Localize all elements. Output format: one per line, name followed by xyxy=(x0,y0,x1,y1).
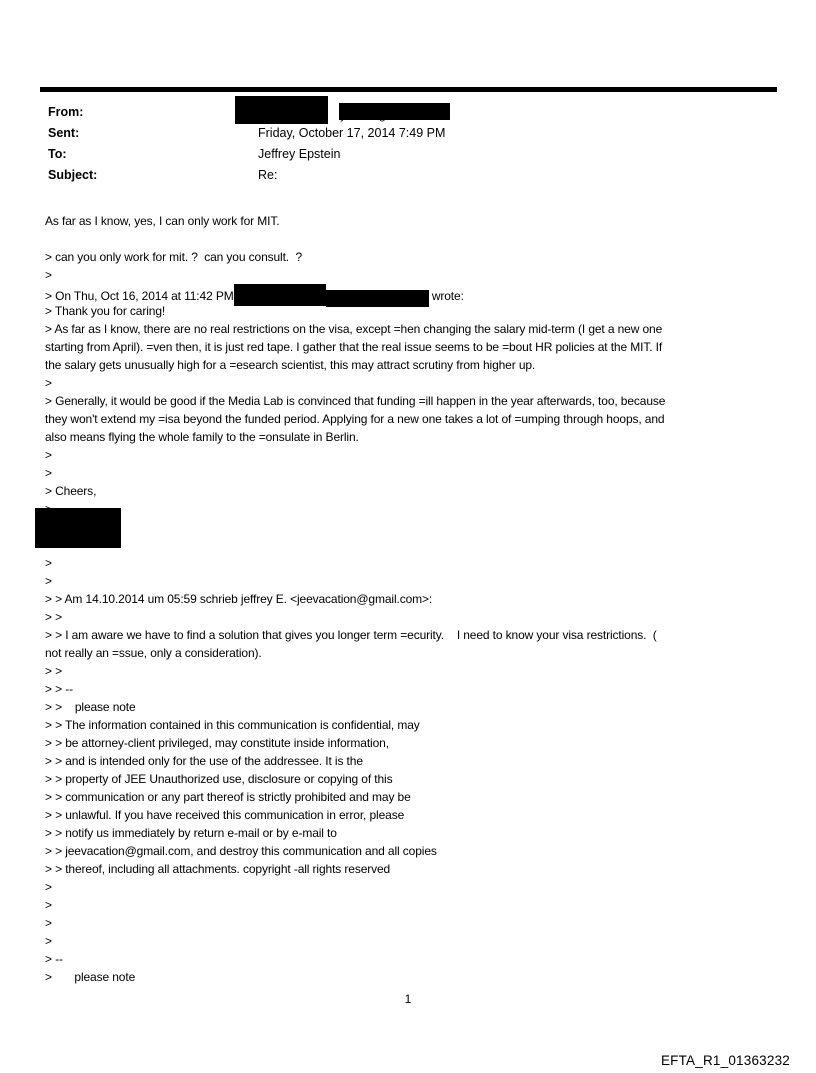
body-line: > > communication or any part thereof is strictly prohibited and may be xyxy=(45,790,411,804)
redaction-box xyxy=(234,284,326,306)
body-line: > xyxy=(45,934,52,948)
body-line: As far as I know, yes, I can only work for MIT. xyxy=(45,214,280,228)
body-line xyxy=(45,500,780,518)
body-line: > > property of JEE Unauthorized use, disclosure or copying of this xyxy=(45,772,393,786)
body-lines xyxy=(45,212,780,986)
body-line: > > Am 14.10.2014 um 05:59 schrieb jeffrey E. <jeevacation@gmail.com>: xyxy=(45,592,433,606)
body-line: also means flying the whole family to the =onsulate in Berlin. xyxy=(45,430,359,444)
header-row-to xyxy=(48,143,445,164)
body-line: > > -- xyxy=(45,682,73,696)
header-row-subject xyxy=(48,164,445,185)
body-line: > xyxy=(45,556,52,570)
body-line: > > thereof, including all attachments. copyright -all rights reserved xyxy=(45,862,391,876)
redaction-box-from-1 xyxy=(235,96,328,124)
body-line: > > jeevacation@gmail.com, and destroy this communication and all copies xyxy=(45,844,437,858)
body-line: > xyxy=(45,466,52,480)
body-line: > > I am aware we have to find a solution that gives you longer term =ecurity. I need to know your visa restrictions. ( xyxy=(45,628,657,642)
body-line: > xyxy=(45,376,52,390)
sent-value: Friday, October 17, 2014 7:49 PM xyxy=(258,125,446,140)
body-line: starting from April). =ven then, it is just red tape. I gather that the real issue seems to be =bout HR policies at the MIT. If xyxy=(45,340,663,354)
body-line: > Thank you for caring! xyxy=(45,304,166,318)
from-label: From: xyxy=(48,104,84,119)
subject-label: Subject: xyxy=(48,167,98,182)
body-line: the salary gets unusually high for a =esearch scientist, this may attract scrutiny from higher up. xyxy=(45,358,536,372)
body-line: > Cheers, xyxy=(45,484,97,498)
redaction-box-signature xyxy=(35,508,121,548)
body-line: > xyxy=(45,880,52,894)
body-line: > can you only work for mit. ? can you consult. ? xyxy=(45,250,303,264)
body-line xyxy=(45,284,780,302)
page-number: 1 xyxy=(404,992,412,1006)
redaction-box xyxy=(326,290,429,307)
to-value: Jeffrey Epstein xyxy=(258,146,341,161)
body-line: > As far as I know, there are no real restrictions on the visa, except =hen changing the salary mid-term (I get a new one xyxy=(45,322,663,336)
to-label: To: xyxy=(48,146,67,161)
body-line: > Generally, it would be good if the Media Lab is convinced that funding =ill happen in the year afterwards, too, because xyxy=(45,394,666,408)
body-line: > > notify us immediately by return e-mail or by e-mail to xyxy=(45,826,337,840)
header-divider xyxy=(40,87,777,92)
body-line: not really an =ssue, only a consideration). xyxy=(45,646,262,660)
body-line: > > please note xyxy=(45,700,136,714)
body-line: > xyxy=(45,448,52,462)
body-line: > > The information contained in this communication is confidential, may xyxy=(45,718,420,732)
body-line: > > xyxy=(45,664,62,678)
sent-label: Sent: xyxy=(48,125,80,140)
body-line: > > and is intended only for the use of the addressee. It is the xyxy=(45,754,363,768)
body-text-segment: > On Thu, Oct 16, 2014 at 11:42 PM xyxy=(45,289,234,303)
body-text-segment: wrote: xyxy=(428,289,464,303)
body-line: > xyxy=(45,898,52,912)
body-line xyxy=(45,536,780,554)
email-body xyxy=(45,212,780,986)
body-line: > > xyxy=(45,610,62,624)
body-line: > > be attorney-client privileged, may constitute inside information, xyxy=(45,736,389,750)
bates-number: EFTA_R1_01363232 xyxy=(660,1053,790,1068)
redaction-box-from-2 xyxy=(339,103,450,120)
body-line: > xyxy=(45,268,52,282)
subject-value: Re: xyxy=(258,167,278,182)
body-line: > xyxy=(45,916,52,930)
header-row-sent xyxy=(48,122,445,143)
body-line: > -- xyxy=(45,952,63,966)
body-line: > xyxy=(45,574,52,588)
body-line: > please note xyxy=(45,970,136,984)
body-line: they won't extend my =isa beyond the funded period. Applying for a new one takes a lot of =umping through hoops, and xyxy=(45,412,665,426)
body-line: > > unlawful. If you have received this communication in error, please xyxy=(45,808,405,822)
body-line xyxy=(45,230,780,248)
body-line xyxy=(45,518,780,536)
